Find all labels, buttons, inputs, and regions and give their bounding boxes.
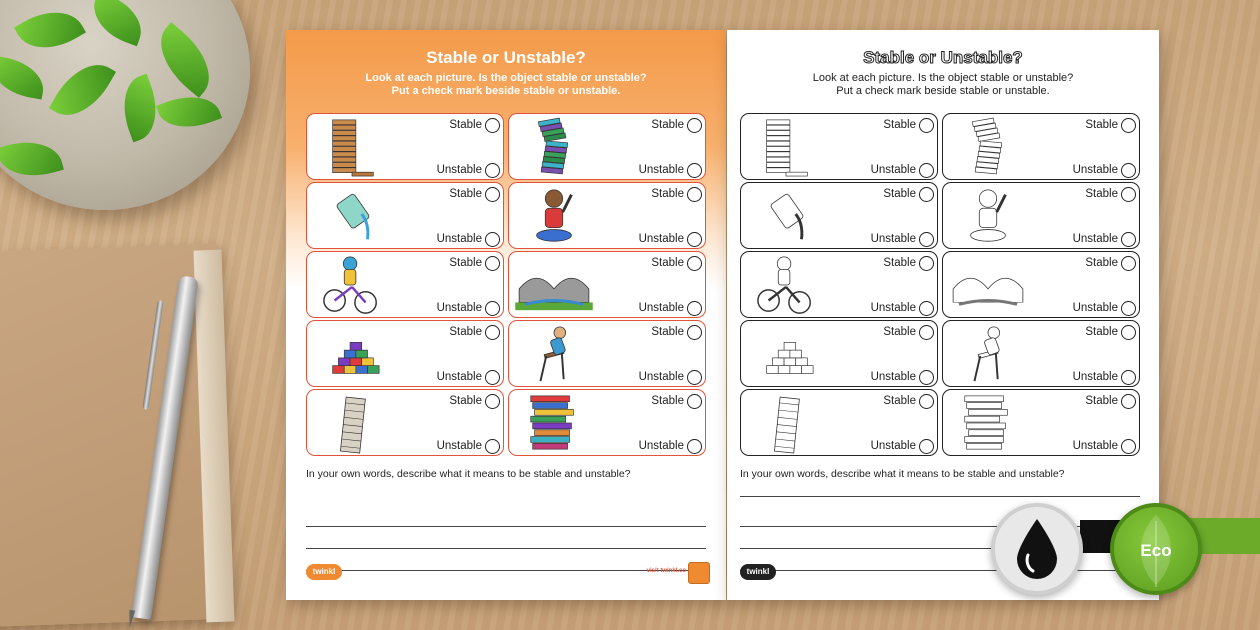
unstable-label: Unstable — [1072, 440, 1118, 452]
stable-label: Stable — [651, 326, 684, 338]
unstable-label: Unstable — [870, 302, 916, 314]
stable-label: Stable — [1085, 326, 1118, 338]
leaning-tower-icon — [313, 392, 391, 454]
twinkl-badge-icon — [688, 562, 710, 584]
stable-checkbox[interactable] — [485, 394, 500, 409]
item-card — [306, 113, 504, 180]
unstable-checkbox[interactable] — [919, 370, 934, 385]
stable-checkbox[interactable] — [687, 256, 702, 271]
unstable-label: Unstable — [436, 164, 482, 176]
item-card — [740, 113, 938, 180]
stone-bridge-icon — [515, 254, 593, 316]
stable-label: Stable — [651, 395, 684, 407]
unstable-checkbox[interactable] — [687, 301, 702, 316]
worksheet-color — [286, 30, 726, 600]
stack-of-books-icon — [949, 392, 1027, 454]
stable-label: Stable — [1085, 395, 1118, 407]
unstable-checkbox[interactable] — [1121, 439, 1136, 454]
unstable-label: Unstable — [436, 440, 482, 452]
stable-checkbox[interactable] — [919, 118, 934, 133]
unstable-label: Unstable — [436, 233, 482, 245]
jenga-tower-stacked-icon — [313, 116, 391, 178]
building-blocks-icon — [313, 323, 391, 385]
ink-saver-badge — [991, 503, 1083, 595]
stable-checkbox[interactable] — [485, 187, 500, 202]
unstable-label: Unstable — [870, 371, 916, 383]
stable-checkbox[interactable] — [687, 325, 702, 340]
worksheet-title: Stable or Unstable? — [426, 48, 586, 67]
stable-checkbox[interactable] — [1121, 256, 1136, 271]
stable-label: Stable — [883, 188, 916, 200]
stable-checkbox[interactable] — [919, 187, 934, 202]
worksheet-instructions — [286, 72, 726, 98]
stable-label: Stable — [651, 119, 684, 131]
unstable-checkbox[interactable] — [919, 439, 934, 454]
instruction-line: Look at each picture. Is the object stable or unstable? — [812, 72, 1074, 84]
worksheet-instructions — [727, 72, 1159, 98]
stable-label: Stable — [1085, 188, 1118, 200]
unstable-label: Unstable — [638, 302, 684, 314]
unstable-label: Unstable — [638, 371, 684, 383]
child-on-bicycle-icon — [313, 254, 391, 316]
unstable-label: Unstable — [638, 164, 684, 176]
jenga-tower-falling-icon — [515, 116, 593, 178]
sitting-child-icon — [515, 185, 593, 247]
stable-label: Stable — [883, 326, 916, 338]
answer-line[interactable] — [740, 570, 1140, 571]
stable-checkbox[interactable] — [687, 394, 702, 409]
instruction-line: Put a check mark beside stable or unstable. — [391, 85, 621, 97]
stable-label: Stable — [449, 119, 482, 131]
stable-label: Stable — [883, 119, 916, 131]
unstable-label: Unstable — [436, 371, 482, 383]
unstable-label: Unstable — [870, 233, 916, 245]
item-card — [942, 251, 1140, 318]
twinkl-logo: twinkl — [306, 564, 342, 580]
item-card — [942, 182, 1140, 249]
unstable-label: Unstable — [436, 302, 482, 314]
unstable-label: Unstable — [638, 233, 684, 245]
stable-checkbox[interactable] — [919, 256, 934, 271]
item-card — [740, 251, 938, 318]
item-card — [942, 320, 1140, 387]
question-text: In your own words, describe what it means to be stable and unstable? — [306, 468, 631, 480]
item-card — [740, 182, 938, 249]
sitting-child-icon — [949, 185, 1027, 247]
item-card — [306, 389, 504, 456]
stable-label: Stable — [1085, 119, 1118, 131]
stable-checkbox[interactable] — [919, 394, 934, 409]
unstable-checkbox[interactable] — [1121, 232, 1136, 247]
jenga-tower-falling-icon — [949, 116, 1027, 178]
unstable-label: Unstable — [870, 164, 916, 176]
child-on-bicycle-icon — [747, 254, 825, 316]
item-card — [740, 320, 938, 387]
stable-checkbox[interactable] — [485, 256, 500, 271]
stable-label: Stable — [449, 326, 482, 338]
stable-label: Stable — [1085, 257, 1118, 269]
eco-label: Eco — [1140, 541, 1172, 560]
item-card — [306, 251, 504, 318]
stable-checkbox[interactable] — [1121, 394, 1136, 409]
instruction-line: Look at each picture. Is the object stable or unstable? — [365, 72, 647, 84]
stable-label: Stable — [883, 395, 916, 407]
item-card — [942, 389, 1140, 456]
building-blocks-icon — [747, 323, 825, 385]
item-card — [306, 182, 504, 249]
question-text: In your own words, describe what it means to be stable and unstable? — [740, 468, 1065, 480]
person-tipping-chair-icon — [949, 323, 1027, 385]
stable-label: Stable — [449, 257, 482, 269]
unstable-checkbox[interactable] — [1121, 301, 1136, 316]
unstable-checkbox[interactable] — [485, 163, 500, 178]
unstable-checkbox[interactable] — [687, 439, 702, 454]
stable-label: Stable — [449, 188, 482, 200]
item-card — [306, 320, 504, 387]
unstable-checkbox[interactable] — [485, 370, 500, 385]
visit-text: visit twinkl.co — [646, 568, 686, 574]
jenga-tower-stacked-icon — [747, 116, 825, 178]
worksheet-bw — [727, 30, 1159, 600]
item-card — [508, 320, 706, 387]
worksheet-title: Stable or Unstable? — [863, 48, 1023, 67]
unstable-checkbox[interactable] — [485, 232, 500, 247]
unstable-label: Unstable — [1072, 302, 1118, 314]
unstable-checkbox[interactable] — [687, 232, 702, 247]
twinkl-logo: twinkl — [740, 564, 776, 580]
unstable-label: Unstable — [1072, 371, 1118, 383]
answer-line[interactable] — [306, 548, 706, 549]
answer-line[interactable] — [740, 496, 1140, 497]
stable-checkbox[interactable] — [687, 187, 702, 202]
item-card — [942, 113, 1140, 180]
unstable-checkbox[interactable] — [1121, 163, 1136, 178]
item-card — [508, 389, 706, 456]
item-card — [508, 251, 706, 318]
stone-bridge-icon — [949, 254, 1027, 316]
stable-checkbox[interactable] — [1121, 187, 1136, 202]
person-tipping-chair-icon — [515, 323, 593, 385]
unstable-checkbox[interactable] — [919, 163, 934, 178]
stable-checkbox[interactable] — [687, 118, 702, 133]
unstable-label: Unstable — [638, 440, 684, 452]
item-card — [740, 389, 938, 456]
unstable-checkbox[interactable] — [919, 232, 934, 247]
unstable-checkbox[interactable] — [1121, 370, 1136, 385]
instruction-line: Put a check mark beside stable or unstable. — [836, 85, 1050, 97]
leaning-tower-icon — [747, 392, 825, 454]
stable-label: Stable — [651, 188, 684, 200]
item-card — [508, 113, 706, 180]
answer-line[interactable] — [306, 526, 706, 527]
unstable-label: Unstable — [1072, 233, 1118, 245]
stable-checkbox[interactable] — [485, 325, 500, 340]
ink-drop-icon — [995, 507, 1079, 591]
stack-of-books-icon — [515, 392, 593, 454]
stable-checkbox[interactable] — [485, 118, 500, 133]
stable-checkbox[interactable] — [919, 325, 934, 340]
unstable-label: Unstable — [870, 440, 916, 452]
unstable-checkbox[interactable] — [485, 439, 500, 454]
stable-label: Stable — [651, 257, 684, 269]
tipping-glass-icon — [747, 185, 825, 247]
unstable-checkbox[interactable] — [485, 301, 500, 316]
unstable-checkbox[interactable] — [687, 370, 702, 385]
tipping-glass-icon — [313, 185, 391, 247]
stable-checkbox[interactable] — [1121, 118, 1136, 133]
unstable-label: Unstable — [1072, 164, 1118, 176]
unstable-checkbox[interactable] — [687, 163, 702, 178]
stable-label: Stable — [883, 257, 916, 269]
stable-label: Stable — [449, 395, 482, 407]
stable-checkbox[interactable] — [1121, 325, 1136, 340]
item-card — [508, 182, 706, 249]
unstable-checkbox[interactable] — [919, 301, 934, 316]
